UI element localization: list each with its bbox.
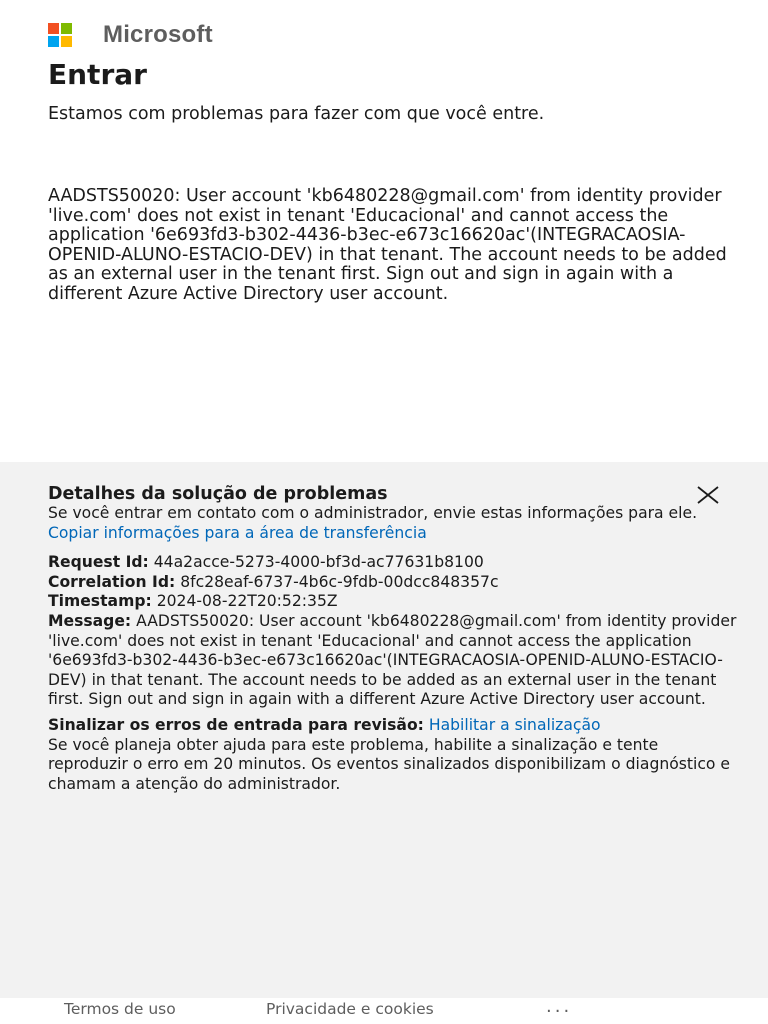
troubleshooting-panel (0, 462, 768, 998)
troubleshooting-body (48, 504, 738, 794)
flag-description: Se você planeja obter ajuda para este problema, habilite a sinalização e tente reproduzir o erro em 20 minutos. Os eventos sinalizados disponibilizam o diagnóstico e chamam a atenção do administrador. (48, 735, 730, 793)
message-value: AADSTS50020: User account 'kb6480228@gmail.com' from identity provider 'live.com' does not exist in tenant 'Educacional' and cannot access the application '6e693fd3-b302-4436-b3ec-e673c16620ac'(INTEGRACAOSIA-OPENID-ALUNO-ESTACIO-DEV) in that tenant. The account needs to be added as an external user in the tenant first. Sign out and sign in again with a different Azure Active Directory user account. (48, 611, 737, 709)
copy-to-clipboard-link[interactable]: Copiar informações para a área de transferência (48, 523, 427, 542)
message-label: Message: (48, 611, 132, 630)
terms-link[interactable]: Termos de uso (64, 1000, 176, 1018)
timestamp-label: Timestamp: (48, 592, 152, 611)
flag-row (48, 716, 738, 736)
error-detail: AADSTS50020: User account 'kb6480228@gmail.com' from identity provider 'live.com' does not exist in tenant 'Educacional' and cannot access the application '6e693fd3-b302-4436-b3ec-e673c16620ac'(INTEGRACAOSIA-OPENID-ALUNO-ESTACIO-DEV) in that tenant. The account needs to be added as an external user in the tenant first. Sign out and sign in again with a different Azure Active Directory user account. (48, 186, 727, 304)
timestamp-value: 2024-08-22T20:52:35Z (156, 592, 338, 611)
privacy-link[interactable]: Privacidade e cookies (266, 1000, 434, 1018)
correlation-id-row (48, 573, 738, 593)
troubleshooting-title: Detalhes da solução de problemas (48, 484, 388, 504)
request-id-value: 44a2acce-5273-4000-bf3d-ac77631b8100 (153, 553, 484, 572)
troubleshooting-intro: Se você entrar em contato com o administrador, envie estas informações para ele. (48, 504, 698, 522)
request-id-label: Request Id: (48, 553, 149, 572)
enable-flagging-link[interactable]: Habilitar a sinalização (428, 715, 601, 734)
page-title: Entrar (48, 58, 147, 91)
footer (0, 998, 768, 1024)
brand-name: Microsoft (103, 21, 213, 48)
request-id-row (48, 553, 738, 573)
microsoft-logo-icon (48, 23, 93, 47)
correlation-id-value: 8fc28eaf-6737-4b6c-9fdb-00dcc848357c (180, 572, 499, 591)
correlation-id-label: Correlation Id: (48, 572, 176, 591)
message-row (48, 612, 738, 710)
header (48, 22, 213, 48)
close-icon[interactable] (694, 484, 722, 506)
error-message: Estamos com problemas para fazer com que você entre. (48, 104, 545, 124)
flag-label: Sinalizar os erros de entrada para revisão: (48, 715, 424, 734)
more-options-button[interactable]: ... (546, 996, 573, 1017)
timestamp-row (48, 592, 738, 612)
